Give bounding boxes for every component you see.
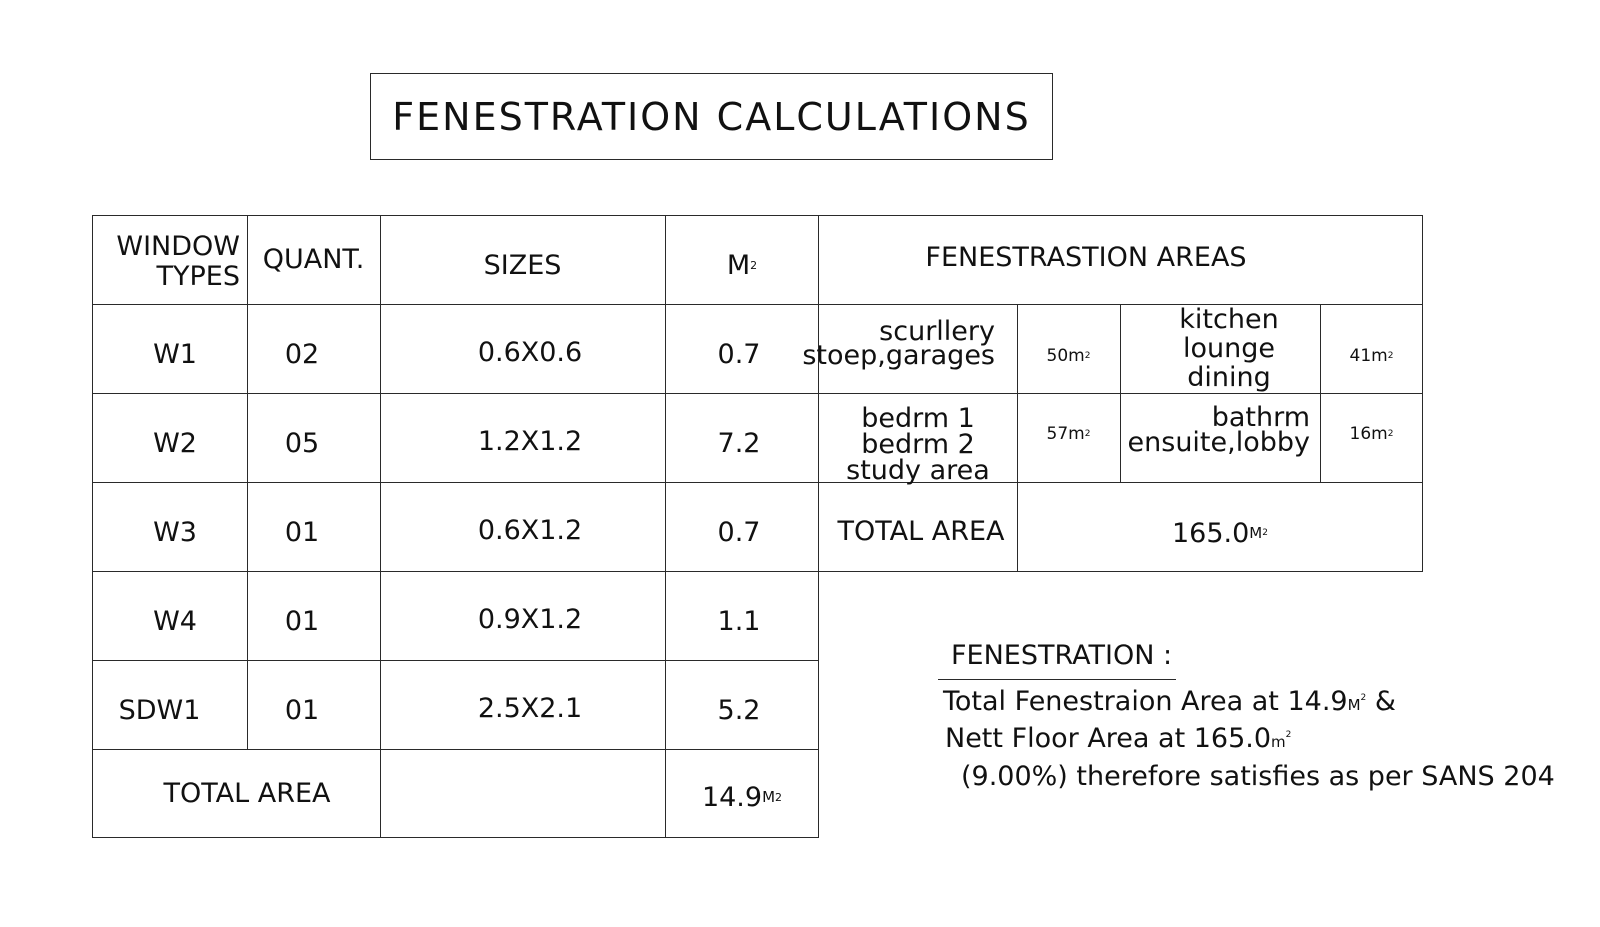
window-area: 0.7 [717,516,761,548]
header-sizes: SIZES [483,249,562,281]
area-value-left-text: 57m [1046,423,1085,444]
window-type: SDW1 [118,694,201,726]
area-value-right-sup: 2 [1387,428,1394,439]
area-rooms-right: bathrm ensuite,lobby [1127,402,1310,458]
notes-line-2-text: Nett Floor Area at 165.0 [945,723,1272,754]
header-window-types: WINDOW TYPES [116,231,240,292]
area-value-left-sup: 2 [1084,350,1091,361]
window-type: W1 [153,338,197,370]
window-area: 5.2 [717,694,761,726]
window-area: 0.7 [717,338,761,370]
window-area: 7.2 [717,427,761,459]
window-type: W2 [153,427,197,459]
window-total-label: TOTAL AREA [163,778,331,809]
header-area-unit-sup: 2 [750,258,758,272]
area-rooms-right: kitchen lounge dining [1179,304,1279,393]
area-value-left-text: 50m [1046,345,1085,366]
notes-line-1-unit: M [1347,696,1361,714]
notes-line-1-end: & [1366,686,1396,717]
window-total-unit-sup: 2 [775,790,783,804]
area-value-right-sup: 2 [1387,350,1394,361]
areas-total-unit-sup: 2 [1262,528,1268,538]
area-value-right-text: 16m [1349,423,1388,444]
window-quantity: 02 [284,338,320,370]
areas-total-label: TOTAL AREA [837,516,1005,547]
page-title: FENESTRATION CALCULATIONS [392,94,1031,139]
window-total-value [665,749,819,845]
window-area: 1.1 [717,605,761,637]
window-type: W3 [153,516,197,548]
notes-line-1-sup: 2 [1360,693,1367,703]
header-area-unit-text: M [726,249,751,281]
window-size: 1.2X1.2 [477,425,583,457]
window-size: 0.6X1.2 [477,514,583,546]
window-size: 0.6X0.6 [477,336,583,368]
window-quantity: 01 [284,516,320,548]
area-value-left-sup: 2 [1084,428,1091,439]
notes-heading: FENESTRATION : [951,640,1173,671]
notes-heading-underline [938,679,1176,680]
notes-line-1-text: Total Fenestraion Area at 14.9 [943,686,1348,717]
area-value-right-text: 41m [1349,345,1388,366]
area-value-left [1017,393,1120,475]
window-size: 2.5X2.1 [477,692,583,724]
header-area-unit [665,215,819,315]
areas-total-value [1017,482,1423,585]
window-size: 0.9X1.2 [477,603,583,635]
areas-header: FENESTRASTION AREAS [925,241,1247,273]
window-total-unit: M [762,787,776,806]
notes-line-2-unit: m [1271,733,1286,751]
window-quantity: 01 [284,605,320,637]
window-quantity: 01 [284,694,320,726]
window-quantity: 05 [284,427,320,459]
notes-line-2 [945,723,1291,754]
header-quantity: QUANT. [262,244,365,275]
area-rooms-left: scurllery stoep,garages [802,316,995,371]
areas-total-unit: M [1249,524,1263,542]
window-type: W4 [153,605,197,637]
notes-line-1 [943,686,1396,717]
area-value-right [1320,393,1423,475]
areas-total-number: 165.0 [1172,518,1250,549]
notes-line-3: (9.00%) therefore satisfies as per SANS 204 [961,761,1555,792]
window-total-number: 14.9 [701,781,763,813]
area-rooms-left: bedrm 1 bedrm 2 study area [846,403,990,486]
notes-line-2-sup: 2 [1285,730,1292,740]
